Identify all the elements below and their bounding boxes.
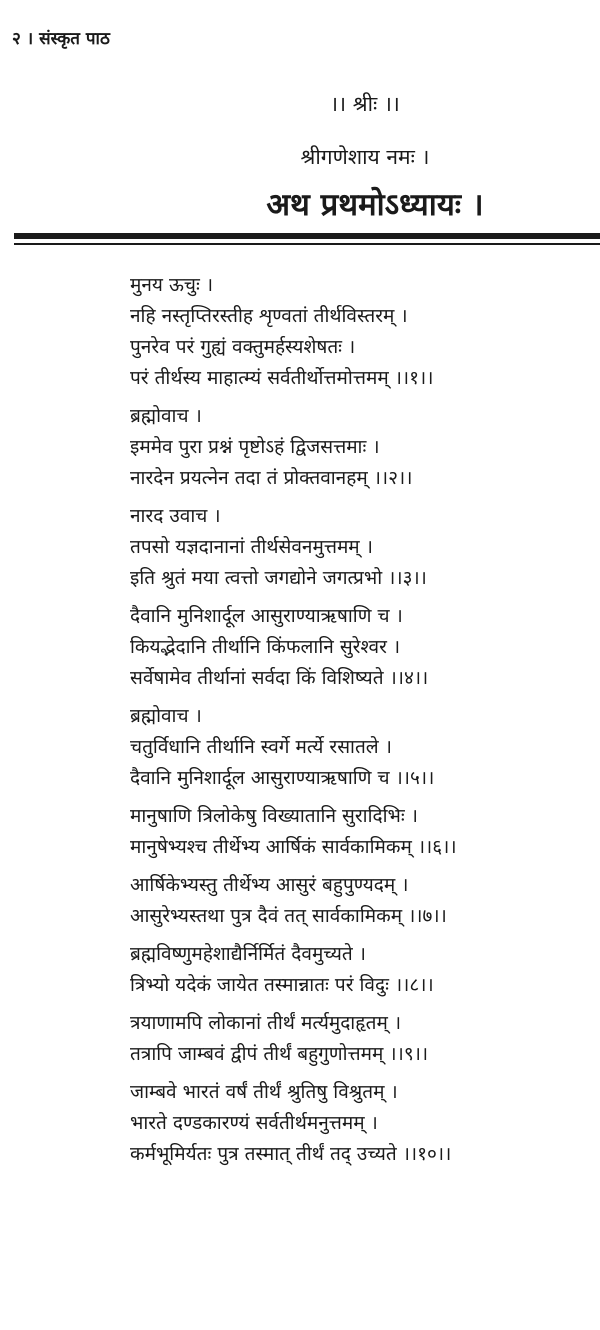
verse-block <box>130 601 590 694</box>
page-header: २ । संस्कृत पाठ <box>12 29 110 49</box>
verse-block <box>130 501 590 594</box>
verse-line: नारदेन प्रयत्नेन तदा तं प्रोक्तवानहम् ।।२।। <box>130 467 413 489</box>
verse-block <box>130 801 590 863</box>
verse-line: चतुर्विधानि तीर्थानि स्वर्गे मर्त्ये रसातले । <box>130 736 392 758</box>
verse-line: मुनय ऊचुः । <box>130 274 214 296</box>
shri-invocation: ।। श्रीः ।। <box>330 92 400 116</box>
ganesha-invocation: श्रीगणेशाय नमः । <box>300 145 430 169</box>
verse-line: परं तीर्थस्य माहात्म्यं सर्वतीर्थोत्तमोत्तमम् ।।१।। <box>130 367 434 389</box>
verse-line: त्रिभ्यो यदेकं जायेत तस्मान्नातः परं विदुः ।।८।। <box>130 974 434 996</box>
verse-line: त्रयाणामपि लोकानां तीर्थं मर्त्यमुदाहृतम् । <box>130 1012 402 1034</box>
verse-line: सर्वेषामेव तीर्थानां सर्वदा किं विशिष्यते ।।४।। <box>130 667 429 689</box>
verse-line: तत्रापि जाम्बवं द्वीपं तीर्थं बहुगुणोत्तमम् ।।९।। <box>130 1043 429 1065</box>
verse-line: इति श्रुतं मया त्वत्तो जगद्योने जगत्प्रभो ।।३।। <box>130 567 427 589</box>
verse-text <box>130 270 590 1177</box>
verse-line: मानुषाणि त्रिलोकेषु विख्यातानि सुरादिभिः । <box>130 805 418 827</box>
verse-line: जाम्बवे भारतं वर्षं तीर्थं श्रुतिषु विश्रुतम् । <box>130 1081 398 1103</box>
chapter-title: अथ प्रथमोऽध्यायः । <box>266 187 484 223</box>
verse-block <box>130 939 590 1001</box>
divider-thick <box>14 233 600 239</box>
verse-line: भारते दण्डकारण्यं सर्वतीर्थमनुत्तमम् । <box>130 1112 378 1134</box>
verse-line: ब्रह्मोवाच । <box>130 405 202 427</box>
verse-line: आसुरेभ्यस्तथा पुत्र दैवं तत् सार्वकामिकम् ।।७।। <box>130 905 447 927</box>
verse-block <box>130 870 590 932</box>
verse-line: कर्मभूमिर्यतः पुत्र तस्मात् तीर्थं तद् उच्यते ।।१०।। <box>130 1143 452 1165</box>
verse-block <box>130 401 590 494</box>
verse-block <box>130 1008 590 1070</box>
verse-line: इममेव पुरा प्रश्नं पृष्टोऽहं द्विजसत्तमाः । <box>130 436 380 458</box>
verse-line: नहि नस्तृप्तिरस्तीह शृण्वतां तीर्थविस्तरम् । <box>130 305 408 327</box>
verse-line: ब्रह्मविष्णुमहेशाद्यैर्निर्मितं दैवमुच्यते । <box>130 943 366 965</box>
verse-line: नारद उवाच । <box>130 505 221 527</box>
verse-block <box>130 270 590 394</box>
verse-line: दैवानि मुनिशार्दूल आसुराण्याऋषाणि च । <box>130 605 403 627</box>
verse-line: आर्षिकेभ्यस्तु तीर्थेभ्य आसुरं बहुपुण्यदम् । <box>130 874 409 896</box>
divider-thin <box>14 243 600 245</box>
verse-line: तपसो यज्ञदानानां तीर्थसेवनमुत्तमम् । <box>130 536 373 558</box>
verse-block <box>130 1077 590 1170</box>
verse-block <box>130 701 590 794</box>
verse-line: मानुषेभ्यश्च तीर्थेभ्य आर्षिकं सार्वकामिकम् ।।६।। <box>130 836 457 858</box>
verse-line: दैवानि मुनिशार्दूल आसुराण्याऋषाणि च ।।५।। <box>130 767 435 789</box>
verse-line: कियद्भेदानि तीर्थानि किंफलानि सुरेश्वर । <box>130 636 401 658</box>
verse-line: ब्रह्मोवाच । <box>130 705 202 727</box>
verse-line: पुनरेव परं गुह्यं वक्तुमर्हस्यशेषतः । <box>130 336 356 358</box>
